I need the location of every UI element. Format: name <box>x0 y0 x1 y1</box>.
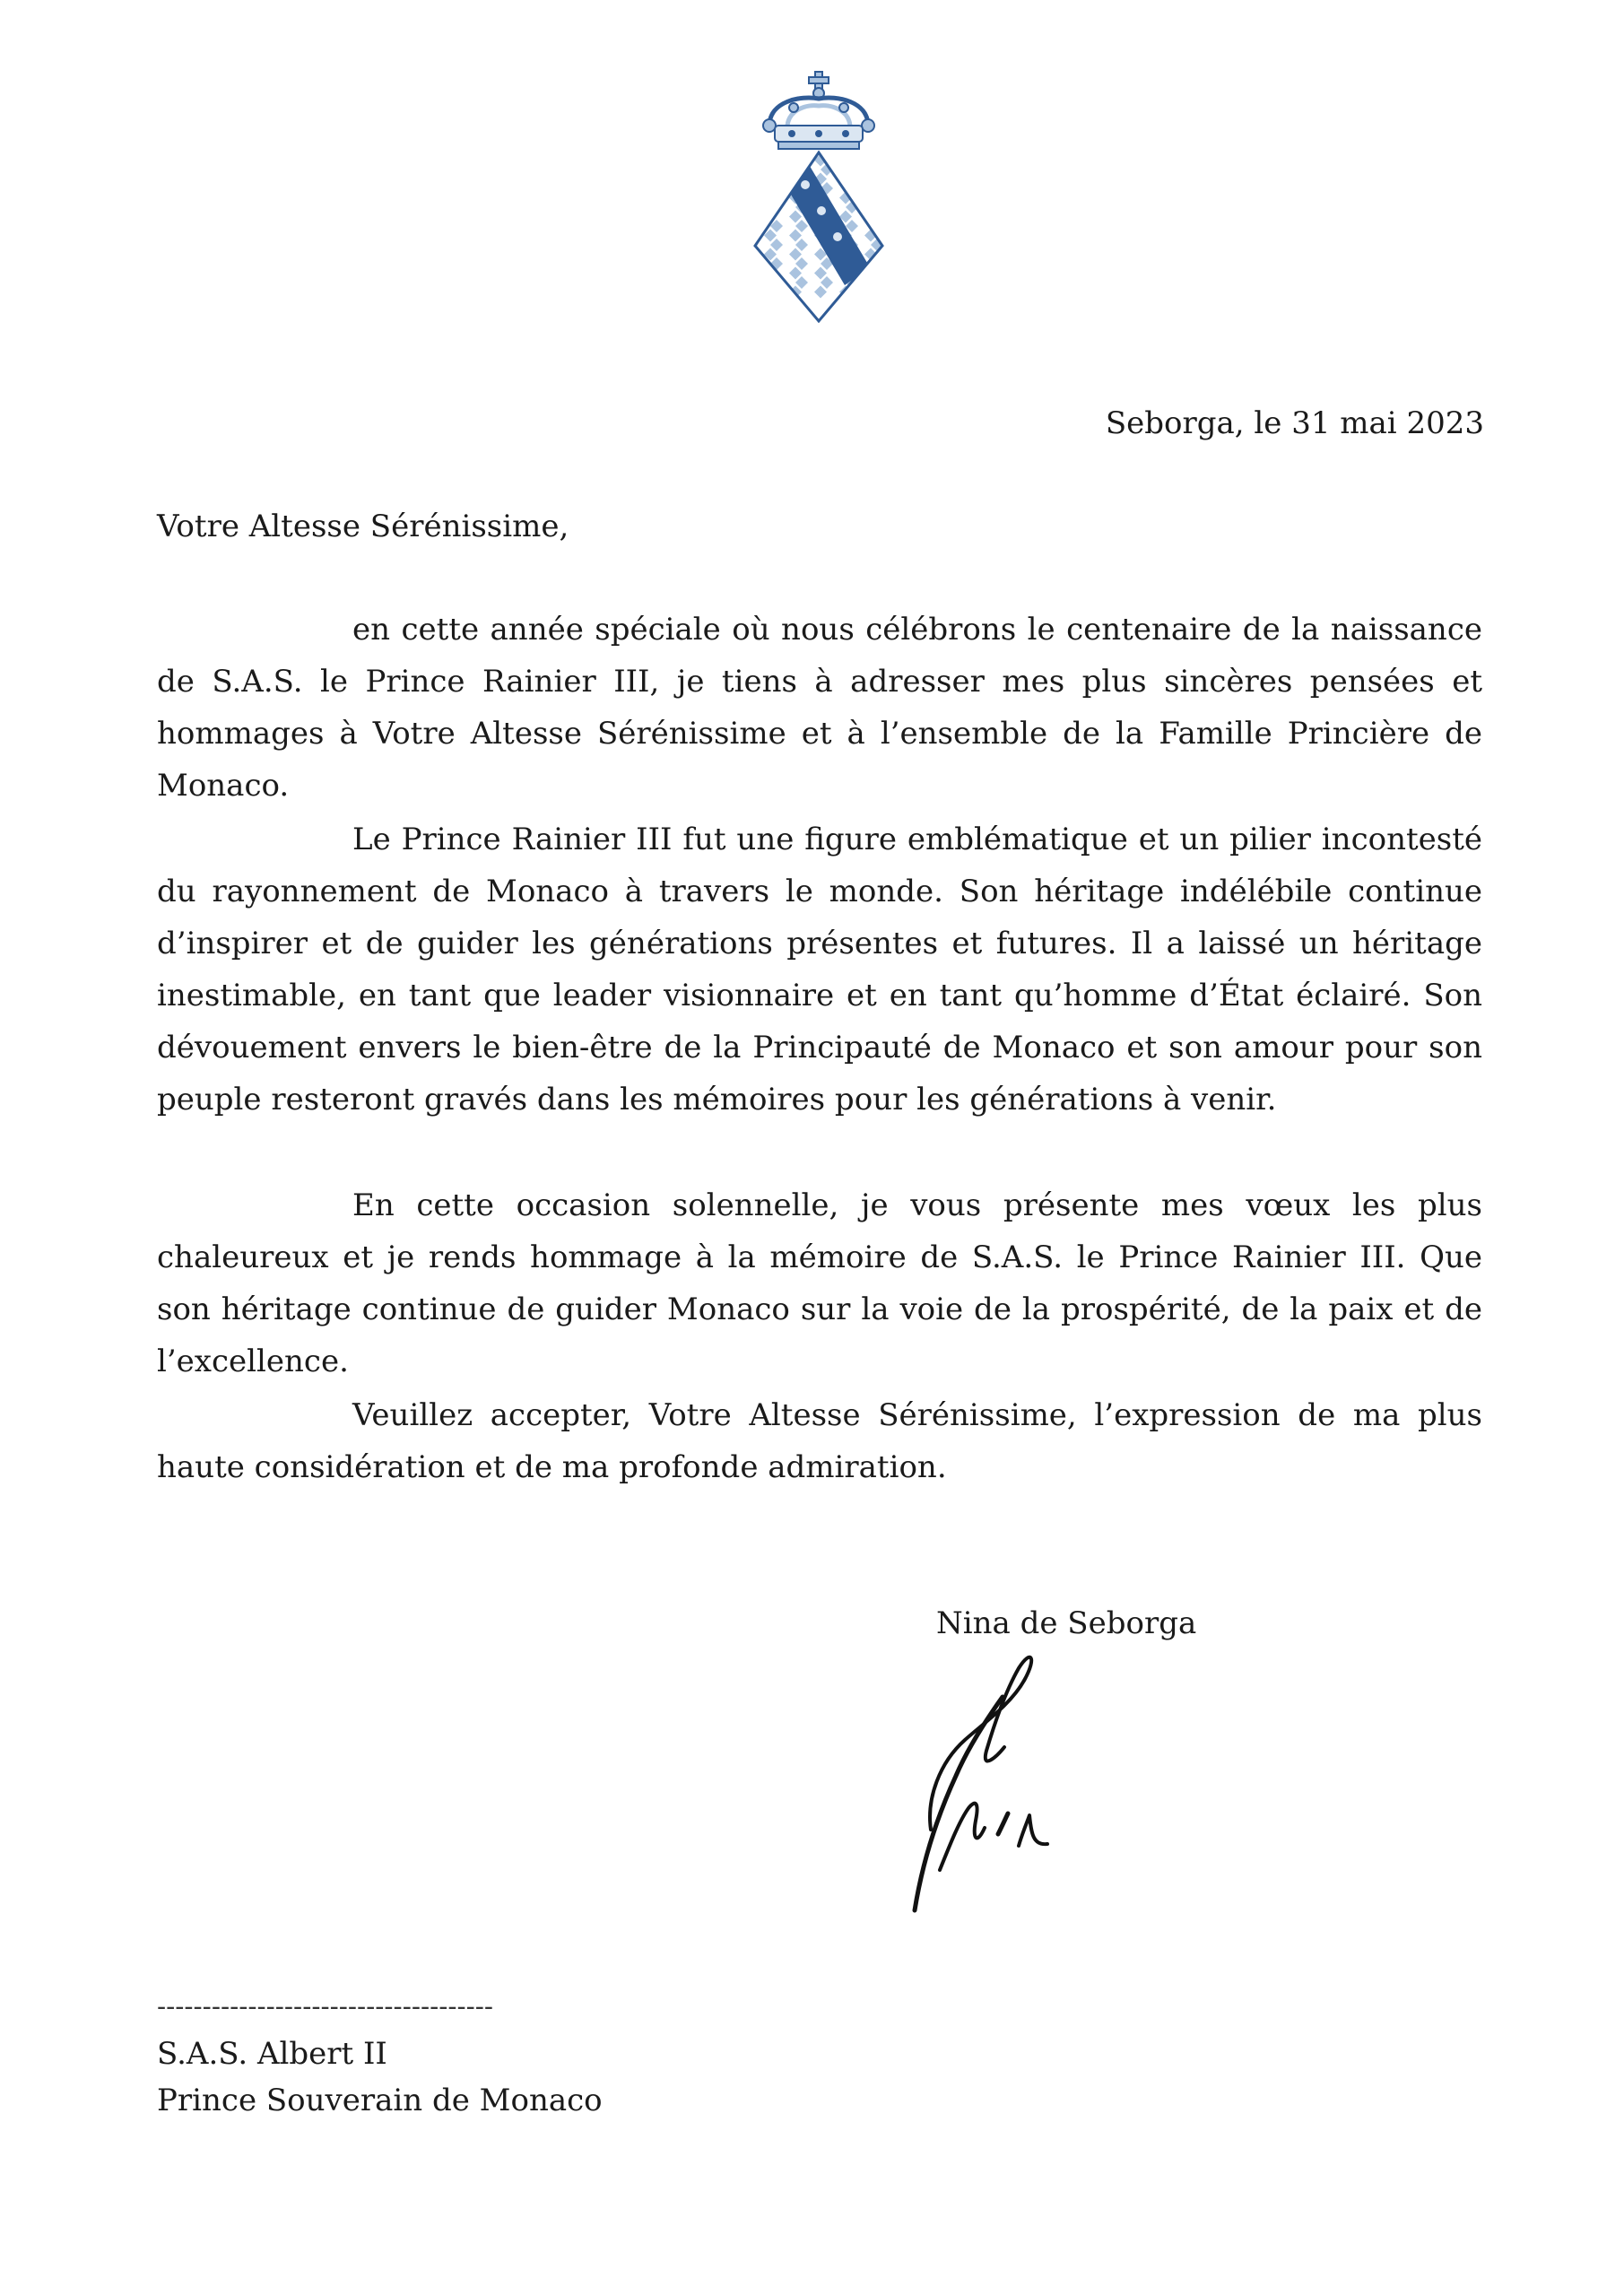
crest-checker-tile <box>864 286 877 299</box>
crest-checker-tile <box>764 154 777 167</box>
crest-checker-tile <box>764 192 777 204</box>
signature-line: ------------------------------------- <box>157 1991 494 2022</box>
body-paragraph: Veuillez accepter, Votre Altesse Sérénissime, l’expression de ma plus haute considération et de ma profonde admiration. <box>157 1397 1482 1485</box>
crest-checker-tile <box>839 154 852 167</box>
salutation: Votre Altesse Sérénissime, <box>157 509 569 544</box>
letter-date: Seborga, le 31 mai 2023 <box>1105 405 1484 441</box>
crest-checker-tile <box>871 276 883 289</box>
handwritten-signature-icon <box>904 1641 1110 1924</box>
sender-name: Nina de Seborga <box>936 1605 1197 1641</box>
crown-lozenge-crest-icon <box>751 70 886 323</box>
crest-checker-tile <box>751 201 758 213</box>
crest-checker-tile <box>864 154 877 167</box>
body-paragraph: Le Prince Rainier III fut une figure emblématique et un pilier incontesté du rayonnement de Monaco à travers le monde. Son héritage indélébile continue d’inspirer et de guider les générations présentes et futures. Il a laissé un héritage inestimable, en tant que leader visionnaire et en tant qu’homme d’État éclairé. Son dévouement envers le bien-être de la Principauté de Monaco et son amour pour son peuple resteront gravés dans les mémoires pour les générations à venir. <box>157 822 1482 1118</box>
crest-checker-tile <box>751 257 758 270</box>
crest-checker-tile <box>751 220 758 232</box>
recipient-title: Prince Souverain de Monaco <box>157 2083 603 2118</box>
crest-checker-tile <box>751 182 758 195</box>
crest-checker-tile <box>770 182 783 195</box>
crown-icon <box>763 72 874 149</box>
crest-checker-tile <box>764 173 777 186</box>
crest-checker-tile <box>751 276 758 289</box>
crest-checker-tile <box>770 163 783 176</box>
crest-checker-tile <box>764 286 777 299</box>
crest-checker-tile <box>751 144 758 157</box>
crest-checker-tile <box>846 163 858 176</box>
crest-checker-tile <box>864 267 877 280</box>
crest-checker-tile <box>871 201 883 213</box>
recipient-name: S.A.S. Albert II <box>157 2036 387 2072</box>
crest-checker-tile <box>871 163 883 176</box>
crest-checker-tile <box>871 144 883 157</box>
crest-checker-tile <box>751 163 758 176</box>
body-paragraph: En cette occasion solennelle, je vous présente mes vœux les plus chaleureux et je rends hommage à la mémoire de S.A.S. le Prince Rainier III. Que son héritage continue de guider Monaco sur la voie de la prospérité, de la paix et de l’excellence. <box>157 1187 1482 1379</box>
crest-checker-tile <box>871 182 883 195</box>
crest-checker-tile <box>864 192 877 204</box>
body-paragraph: en cette année spéciale où nous célébrons le centenaire de la naissance de S.A.S. le Prince Rainier III, je tiens à adresser mes plus sincères pensées et hommages à Votre Altesse Sérénissime et à l’ensemble de la Famille Princière de Monaco. <box>157 612 1482 804</box>
crest-checker-tile <box>864 173 877 186</box>
crest-checker-tile <box>789 154 802 167</box>
